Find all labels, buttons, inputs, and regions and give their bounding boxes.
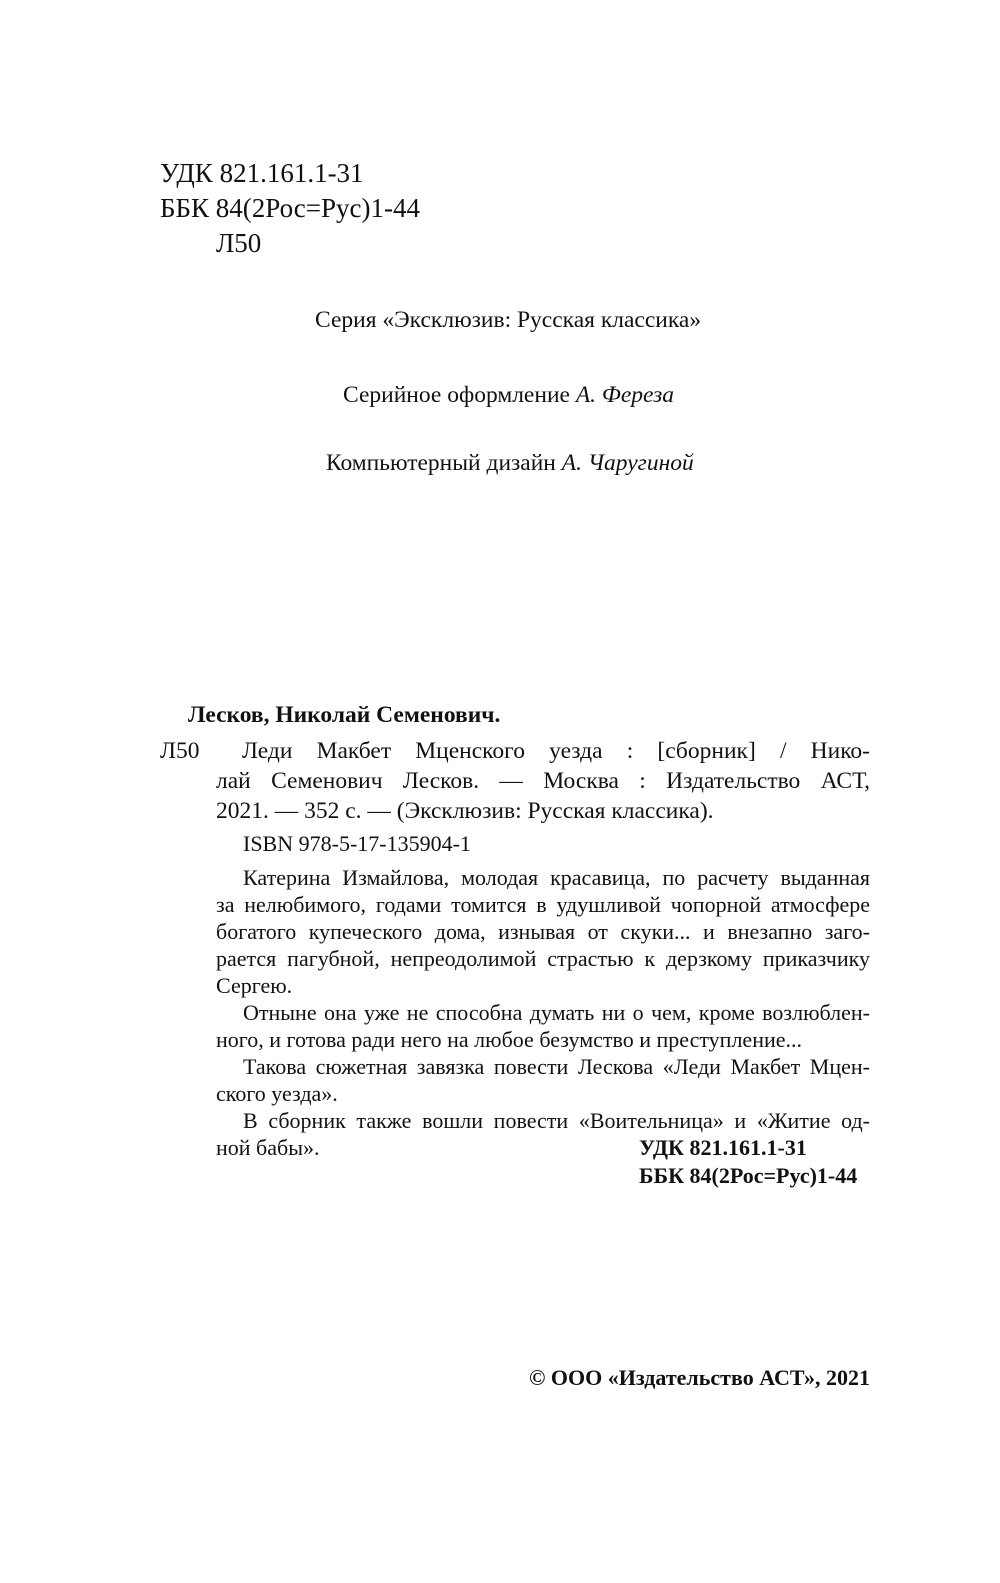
annotation-line: рается пагубной, непреодолимой страстью к дерзкому приказчику <box>216 946 870 971</box>
design-label: Серийное оформление <box>343 382 576 408</box>
annotation-line: богатого купеческого дома, изнывая от скуки... и внезапно заго- <box>216 919 870 944</box>
series-line <box>315 305 701 335</box>
annotation-line: ского уезда». <box>216 1081 338 1106</box>
series-name: «Эксклюзив: Русская классика» <box>382 307 702 333</box>
series-prefix: Серия <box>315 307 383 333</box>
annotation-line: Сергею. <box>216 973 293 998</box>
copyright: © ООО «Издательство АСТ», 2021 <box>528 1365 870 1390</box>
bbk-code: ББК 84(2Рос=Рус)1-44 <box>160 193 420 223</box>
footer-udk-code: УДК 821.161.1-31 <box>639 1135 807 1160</box>
record-author: Лесков, Николай Семенович. <box>188 702 501 728</box>
annotation-line: В сборник также вошли повести «Воительница» и «Житие од- <box>243 1108 870 1133</box>
annotation-line: Отныне она уже не способна думать ни о чем, кроме возлюблен- <box>243 1000 870 1025</box>
computer-design-name: А. Чаругиной <box>561 450 694 476</box>
biblio-description <box>242 736 870 766</box>
isbn: ISBN 978-5-17-135904-1 <box>243 831 471 856</box>
annotation-line: за нелюбимого, годами томится в удушливой чопорной атмосфере <box>216 892 870 917</box>
annotation-line: Катерина Измайлова, молодая красавица, по расчету выданная <box>243 865 870 890</box>
biblio-line: лай Семенович Лесков. — Москва : Издательство АСТ, <box>216 768 870 794</box>
design-line <box>343 380 674 410</box>
design-name: А. Фереза <box>575 382 675 408</box>
annotation <box>216 864 870 1161</box>
biblio-description-cont <box>216 766 870 826</box>
annotation-line: Такова сюжетная завязка повести Лескова «Леди Макбет Мцен- <box>243 1054 870 1079</box>
author-mark: Л50 <box>216 228 262 258</box>
computer-design-label: Компьютерный дизайн <box>326 450 562 476</box>
computer-design-line <box>326 448 694 478</box>
annotation-line: ного, и готова ради него на любое безумство и преступление... <box>216 1027 803 1052</box>
biblio-line: 2021. — 352 с. — (Эксклюзив: Русская классика). <box>216 798 714 824</box>
biblio-line: Леди Макбет Мценского уезда : [сборник] / Нико- <box>242 738 870 764</box>
annotation-line: ной бабы». <box>216 1135 320 1160</box>
record-mark: Л50 <box>160 738 200 764</box>
footer-bbk-code: ББК 84(2Рос=Рус)1-44 <box>639 1163 858 1188</box>
udk-code: УДК 821.161.1-31 <box>160 158 364 188</box>
